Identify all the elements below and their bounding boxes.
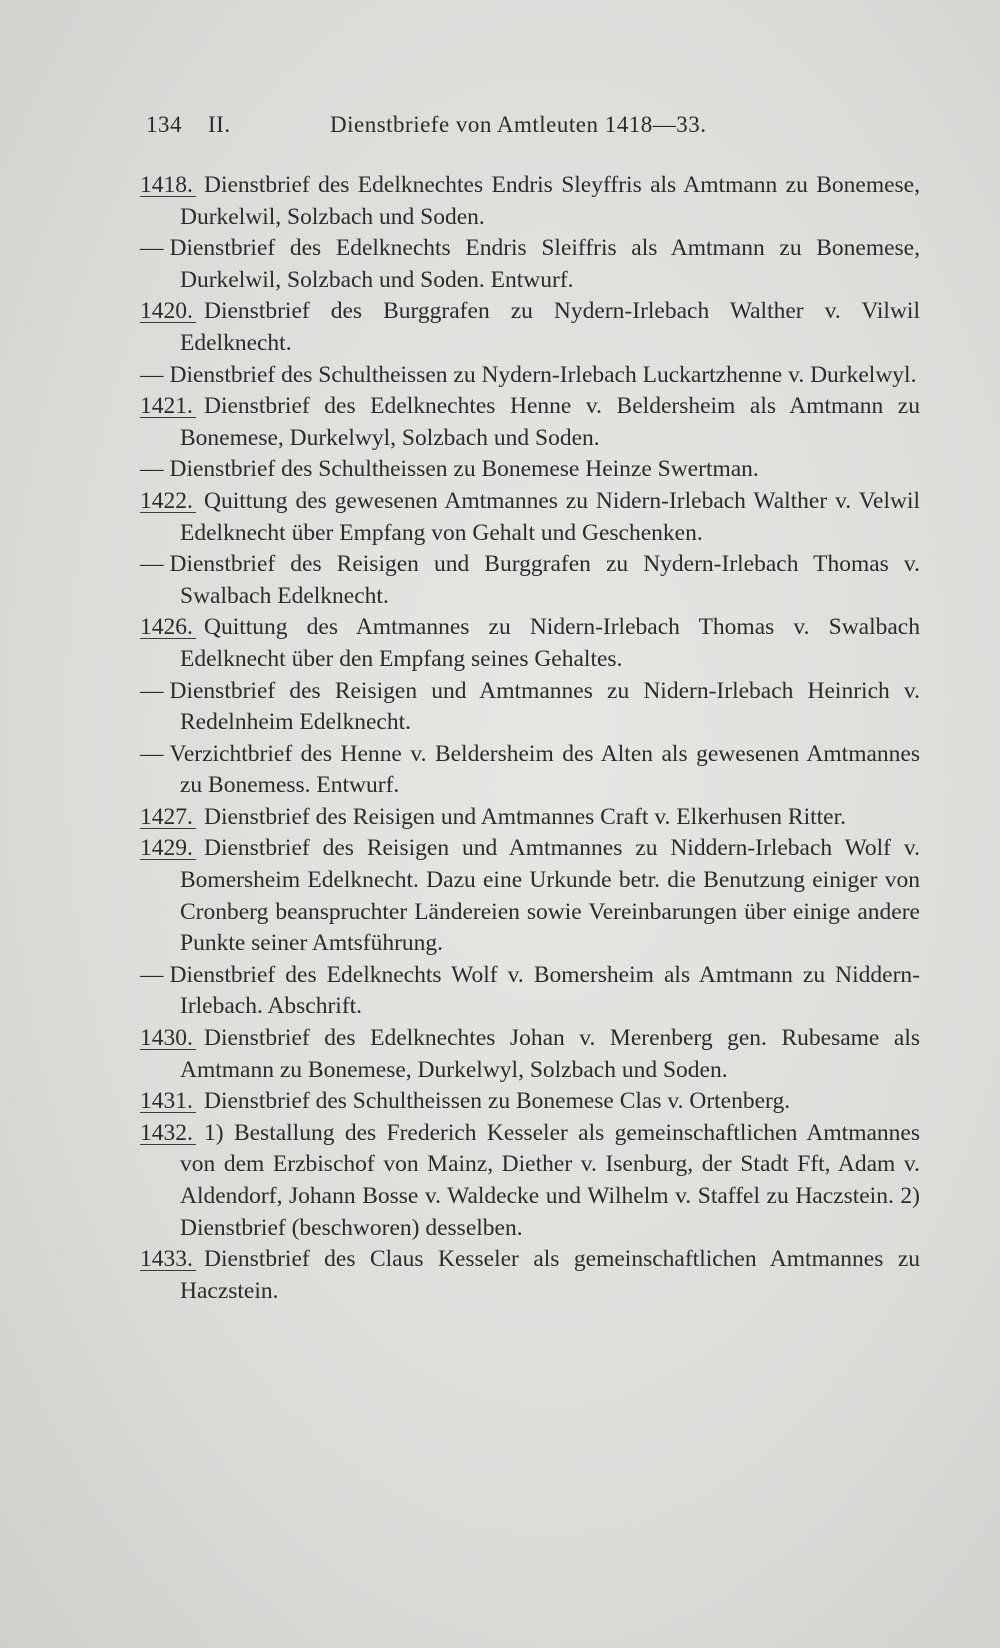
entry-text: Dienstbrief des Reisigen und Amtmannes zu Nidern-Irlebach Heinrich v. Redelnheim Edelknecht. bbox=[169, 677, 920, 736]
entry-text: Verzichtbrief des Henne v. Beldersheim des Alten als gewesenen Amtmannes zu Bonemess. Entwurf. bbox=[169, 740, 920, 799]
entry-text: Dienstbrief des Edelknechtes Endris Sleyffris als Amtmann zu Bonemese, Durkelwil, Solzbach und Soden. bbox=[180, 172, 920, 230]
entry-year: 1421. bbox=[140, 395, 196, 418]
ditto-dash: — bbox=[140, 961, 164, 988]
list-item bbox=[140, 454, 920, 486]
list-item bbox=[140, 612, 920, 675]
ditto-dash: — bbox=[140, 677, 164, 704]
list-item bbox=[140, 1118, 920, 1244]
list-item bbox=[140, 1244, 920, 1307]
ditto-dash: — bbox=[140, 456, 164, 483]
list-item bbox=[140, 1086, 920, 1118]
ditto-dash: — bbox=[140, 740, 164, 767]
entry-year: 1432. bbox=[140, 1122, 196, 1145]
entry-year: 1427. bbox=[140, 806, 196, 829]
list-item bbox=[140, 833, 920, 959]
entry-year: 1431. bbox=[140, 1090, 196, 1113]
ditto-dash: — bbox=[140, 551, 164, 578]
ditto-dash: — bbox=[140, 361, 164, 388]
list-item bbox=[140, 960, 920, 1023]
entry-text: Dienstbrief des Schultheissen zu Nydern-Irlebach Luckartzhenne v. Durkelwyl. bbox=[169, 361, 917, 388]
list-item bbox=[140, 170, 920, 233]
entry-year: 1422. bbox=[140, 490, 196, 513]
list-item bbox=[140, 549, 920, 612]
page-number: 134 bbox=[146, 112, 182, 137]
entry-text: Dienstbrief des Reisigen und Amtmannes zu Niddern-Irlebach Wolf v. Bomersheim Edelknecht. Dazu eine Urkunde betr. die Benutzung einiger von Cronberg beanspruchter Ländereien sowie Vereinbarungen über einige andere Punkte seiner Amtsführung. bbox=[180, 835, 920, 957]
list-item bbox=[140, 296, 920, 359]
list-item bbox=[140, 391, 920, 454]
entry-text: Dienstbrief des Edelknechtes Johan v. Merenberg gen. Rubesame als Amtmann zu Bonemese, Durkelwyl, Solzbach und Soden. bbox=[180, 1025, 920, 1083]
list-item bbox=[140, 1023, 920, 1086]
list-item bbox=[140, 233, 920, 296]
entry-year: 1418. bbox=[140, 174, 196, 197]
entry-year: 1420. bbox=[140, 300, 196, 323]
list-item bbox=[140, 360, 920, 392]
ditto-dash: — bbox=[140, 235, 164, 262]
running-title: Dienstbriefe von Amtleuten 1418—33. bbox=[330, 112, 707, 137]
entry-text: Dienstbrief des Edelknechtes Henne v. Beldersheim als Amtmann zu Bonemese, Durkelwyl, Solzbach und Soden. bbox=[180, 393, 920, 451]
entry-year: 1426. bbox=[140, 616, 196, 639]
entry-text: Dienstbrief des Claus Kesseler als gemeinschaftlichen Amtmannes zu Haczstein. bbox=[180, 1246, 920, 1304]
entry-year: 1430. bbox=[140, 1027, 196, 1050]
entry-text: Quittung des gewesenen Amtmannes zu Nidern-Irlebach Walther v. Velwil Edelknecht über Empfang von Gehalt und Geschenken. bbox=[180, 487, 920, 546]
entry-year: 1429. bbox=[140, 837, 196, 860]
entry-year: 1433. bbox=[140, 1248, 196, 1271]
list-item bbox=[140, 739, 920, 802]
entry-text: Dienstbrief des Reisigen und Burggrafen zu Nydern-Irlebach Thomas v. Swalbach Edelknecht. bbox=[169, 551, 920, 609]
entry-text: Dienstbrief des Schultheissen zu Bonemese Heinze Swertman. bbox=[169, 456, 759, 483]
list-item bbox=[140, 676, 920, 739]
entry-text: Dienstbrief des Schultheissen zu Bonemese Clas v. Ortenberg. bbox=[204, 1088, 791, 1115]
entry-text: Quittung des Amtmannes zu Nidern-Irlebach Thomas v. Swalbach Edelknecht über den Empfang seines Gehaltes. bbox=[180, 614, 920, 672]
entry-text: Dienstbrief des Edelknechts Wolf v. Bomersheim als Amtmann zu Niddern-Irlebach. Abschrift. bbox=[169, 961, 920, 1020]
entry-text: Dienstbrief des Edelknechts Endris Sleiffris als Amtmann zu Bonemese, Durkelwil, Solzbach und Soden. Entwurf. bbox=[169, 235, 920, 293]
entry-text: 1) Bestallung des Frederich Kesseler als gemeinschaftlichen Amtmannes von dem Erzbischof von Mainz, Diether v. Isenburg, der Stadt Fft, Adam v. Aldendorf, Johann Bosse v. Waldecke und Wilhelm v. Staffel zu Haczstein. 2) Dienstbrief (beschworen) desselben. bbox=[180, 1119, 920, 1241]
entry-text: Dienstbrief des Reisigen und Amtmannes Craft v. Elkerhusen Ritter. bbox=[204, 803, 846, 830]
section-number: II. bbox=[208, 112, 231, 137]
entry-list bbox=[140, 170, 920, 1307]
list-item bbox=[140, 802, 920, 834]
entry-text: Dienstbrief des Burggrafen zu Nydern-Irlebach Walther v. Vilwil Edelknecht. bbox=[180, 298, 920, 356]
list-item bbox=[140, 486, 920, 549]
